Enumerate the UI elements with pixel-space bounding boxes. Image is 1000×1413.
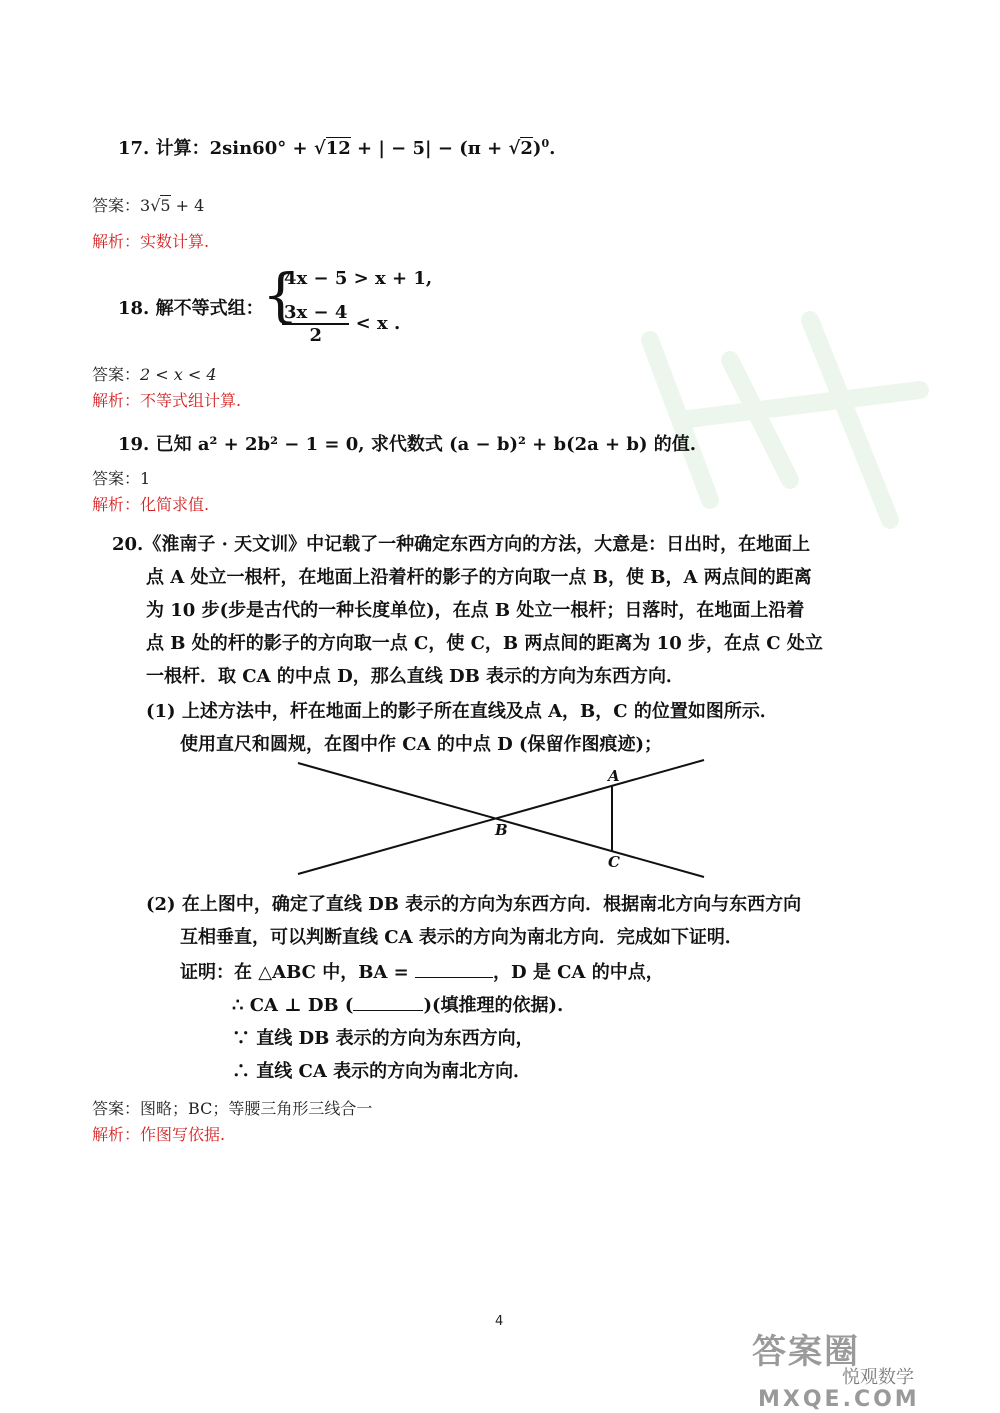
q20-line-4: 点 B 处的杆的影子的方向取一点 C，使 C，B 两点间的距离为 10 步，在点 C 处立 [146,633,823,654]
proof-line-2: ∴ CA ⊥ DB ( )(填推理的依据). [232,995,564,1016]
shadow-line-1 [298,763,704,877]
shadow-line-2 [298,760,704,874]
inequality-1: 4x − 5 > x + 1, [284,268,433,289]
proof-line-4: ∴ 直线 CA 表示的方向为南北方向． [232,1061,532,1082]
q20-line-1: 20.《淮南子 · 天文训》中记载了一种确定东西方向的方法，大意是：日出时，在地面上 [112,534,811,555]
question-17: 17. 计算：2sin60° + √12 + | − $5| - (\pi + √2)^0$. [118,137,556,159]
point-b-label: B [495,821,508,839]
answer-20: 答案：图略；BC；等腰三角形三线合一 [92,1099,373,1118]
q20-line-5: 一根杆．取 CA 的中点 D，那么直线 DB 表示的方向为东西方向． [146,666,685,687]
q20-part2-line-2: 互相垂直，可以判断直线 CA 表示的方向为南北方向．完成如下证明． [180,927,743,948]
analysis-17: 解析：实数计算. [92,232,210,251]
watermark-graphic [590,300,970,540]
q20-line-3: 为 10 步(步是古代的一种长度单位)，在点 B 处立一根杆；日落时，在地面上沿着 [146,600,805,621]
q20-line-2: 点 A 处立一根杆，在地面上沿着杆的影子的方向取一点 B，使 B，A 两点间的距离 [146,567,812,588]
proof-line-3: ∵ 直线 DB 表示的方向为东西方向， [232,1028,534,1049]
inequality-2: $\frac{3x - 4}{2}$ < x . [284,302,401,346]
analysis-20: 解析：作图写依据. [92,1125,226,1144]
point-a-label: A [608,767,620,785]
figure-abc [290,755,730,880]
analysis-19: 解析：化简求值. [92,495,210,514]
corner-watermark [752,1333,982,1413]
question-19: 19. 已知 a² + 2b² − 1 = 0, 求代数式 (a − b)² + b(2a + b) 的值. [118,434,697,455]
blank-ba[interactable] [415,977,493,978]
watermark-url: MXQE.COM [758,1387,920,1412]
analysis-18: 解析：不等式组计算. [92,391,242,410]
q20-part1-line-1: (1) 上述方法中，杆在地面上的影子所在直线及点 A，B，C 的位置如图所示． [146,701,778,722]
answer-17: 答案：3√5 + 4 [92,196,205,215]
point-c-label: C [608,853,620,871]
page-number: 4 [495,1314,504,1329]
system-brace: { [262,261,299,329]
watermark-author: 悦观数学 [842,1367,914,1388]
watermark-logo-text: 答案圈 [752,1332,860,1372]
answer-19: 答案：1 [92,469,151,488]
blank-reason[interactable] [353,1010,423,1011]
question-18-label: 18. 解不等式组： [118,298,264,319]
q20-part2-line-1: (2) 在上图中，确定了直线 DB 表示的方向为东西方向．根据南北方向与东西方向 [146,894,802,915]
answer-18: 答案：2 < x < 4 [92,365,217,384]
q20-part1-line-2: 使用直尺和圆规，在图中作 CA 的中点 D (保留作图痕迹)； [180,734,662,755]
proof-line-1: 证明：在 △ABC 中，BA = ，D 是 CA 的中点， [180,962,664,983]
